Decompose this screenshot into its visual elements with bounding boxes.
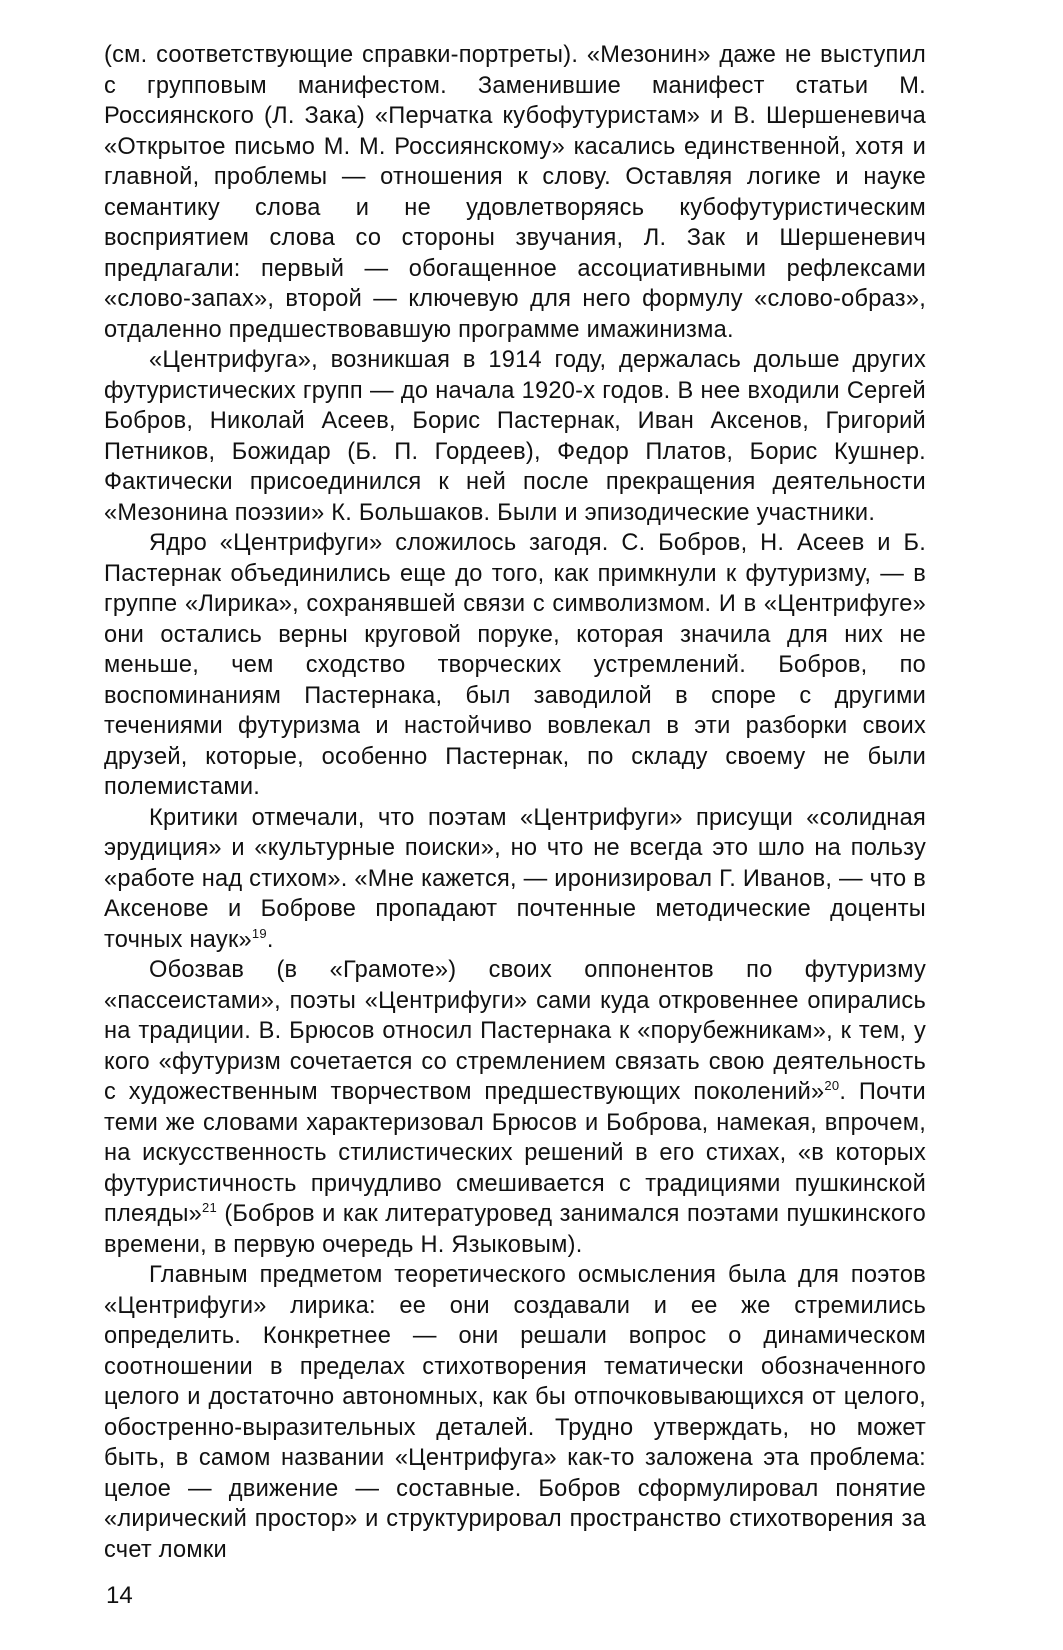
paragraph-1	[104, 40, 926, 345]
footnote-ref-20: 20	[824, 1078, 840, 1093]
page-number: 14	[106, 1582, 133, 1609]
page-body	[104, 40, 926, 1565]
paragraph-5-tail: (Бобров и как литературовед занимался поэтами пушкинского времени, в первую очередь Н. Языковым).	[104, 1201, 926, 1258]
paragraph-3	[104, 528, 926, 803]
paragraph-1-text: (см. соответствующие справки-портреты). «Мезонин» даже не выступил с групповым манифестом. Заменившие манифест статьи М. Россиянского (Л. Зака) «Перчатка кубофутуристам» и В. Шершеневича «Открытое письмо М. М. Россиянскому» касались единственной, хотя и главной, проблемы — отношения к слову. Оставляя логике и науке семантику слова и не удовлетворяясь кубофутуристическим восприятием слова со стороны звучания, Л. Зак и Шершеневич предлагали: первый — обогащенное ассоциативными рефлексами «слово-запах», второй — ключевую для него формулу «слово-образ», отдаленно предшествовавшую программе имажинизма.	[104, 42, 926, 343]
paragraph-4	[104, 803, 926, 956]
paragraph-6	[104, 1260, 926, 1565]
paragraph-3-text: Ядро «Центрифуги» сложилось загодя. С. Бобров, Н. Асеев и Б. Пастернак объединились еще до того, как примкнули к футуризму, — в группе «Лирика», сохранявшей связи с символизмом. И в «Центрифуге» они остались верны круговой поруке, которая значила для них не меньше, чем сходство творческих устремлений. Бобров, по воспоминаниям Пастернака, был заводилой в споре с другими течениями футуризма и настойчиво вовлекал в эти разборки своих друзей, которые, особенно Пастернак, по складу своему не были полемистами.	[104, 530, 926, 800]
paragraph-4-text: Критики отмечали, что поэтам «Центрифуги» присущи «солидная эрудиция» и «культурные поиски», но что не всегда это шло на пользу «работе над стихом». «Мне кажется, — иронизировал Г. Иванов, — что в Аксенове и Боброве пропадают почтенные методические доценты точных наук»	[104, 804, 926, 953]
footnote-ref-21: 21	[202, 1200, 218, 1215]
footnote-ref-19: 19	[251, 925, 267, 941]
paragraph-5-text: Обозвав (в «Грамоте») своих оппонентов по футуризму «пассеистами», поэты «Центрифуги» сами куда откровеннее опирались на традиции. В. Брюсов относил Пастернака к «порубежникам», к тем, у кого «футуризм сочетается со стремлением связать свою деятельность с художественным творчеством предшествующих поколений»	[104, 957, 926, 1105]
paragraph-2	[104, 345, 926, 528]
paragraph-4-tail: .	[266, 926, 274, 953]
paragraph-6-text: Главным предметом теоретического осмысления была для поэтов «Центрифуги» лирика: ее они создавали и ее же стремились определить. Конкретнее — они решали вопрос о динамическом соотношении в пределах стихотворения тематически обозначенного целого и достаточно автономных, как бы отпочковывающихся от целого, обостренно-выразительных деталей. Трудно утверждать, но может быть, в самом названии «Центрифуга» как-то заложена эта проблема: целое — движение — составные. Бобров сформулировал понятие «лирический простор» и структурировал пространство стихотворения за счет ломки	[104, 1262, 926, 1563]
paragraph-2-text: «Центрифуга», возникшая в 1914 году, держалась дольше других футуристических групп — до начала 1920-х годов. В нее входили Сергей Бобров, Николай Асеев, Борис Пастернак, Иван Аксенов, Григорий Петников, Божидар (Б. П. Гордеев), Федор Платов, Борис Кушнер. Фактически присоединился к ней после прекращения деятельности «Мезонина поэзии» К. Большаков. Были и эпизодические участники.	[104, 347, 926, 526]
paragraph-5	[104, 955, 926, 1260]
paragraph-5-middle: . Почти теми же словами характеризовал Брюсов и Боброва, намекая, впрочем, на искусственность стилистических решений в его стихах, «в которых футуристичность причудливо смешивается с традициями пушкинской плеяды»	[104, 1079, 926, 1227]
